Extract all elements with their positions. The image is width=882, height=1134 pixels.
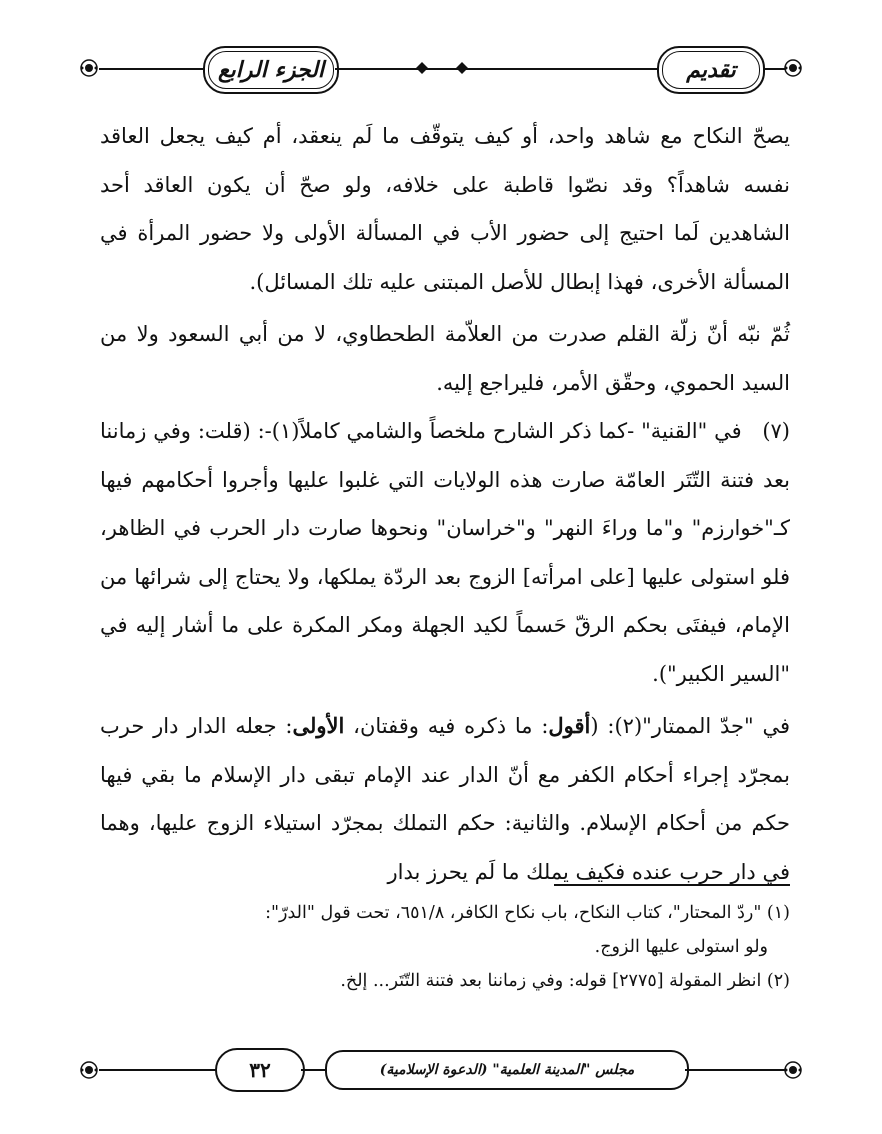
diamond-ornament-icon <box>455 61 469 75</box>
page-number: ٣٢ <box>249 1058 271 1082</box>
paragraph-text: : ما ذكره فيه وقفتان، <box>344 714 549 738</box>
paragraph-text: في "جدّ الممتار"(٢): ( <box>590 714 790 738</box>
item-number: (٧) <box>762 419 790 443</box>
footnote: (١) "ردّ المحتار"، كتاب النكاح، باب نكاح الكافر، ٦٥١/٨، تحت قول "الدرّ": <box>265 903 790 923</box>
footer-rule <box>685 1069 785 1071</box>
bold-term: الأولى <box>292 713 345 738</box>
header-rule <box>335 68 657 70</box>
header-rule <box>99 68 207 70</box>
diamond-ornament-icon <box>415 61 429 75</box>
volume-title: الجزء الرابع <box>217 57 325 83</box>
paragraph-text: في "القنية" -كما ذكر الشارح ملخصاً والشامي كاملاً(١)-: (قلت: وفي زماننا بعد فتنة التّتَر العامّة صارت هذه الولايات التي غلبوا عليها وأجروا أحكامهم فيها كـ"خوارزم" و"ما وراءَ النهر" و"خراسان" ونحوها صارت دار الحرب في الظاهر، فلو استولى عليها [على امرأته] الزوج بعد الردّة يملكها، ولا يحتاج إلى شرائها من الإمام، فيفتَى بحكم الرقّ حَسماً لكيد الجهلة ومكر المكرة على ما أشار إليه في "السير الكبير"). <box>100 419 790 686</box>
footnote-separator <box>554 884 790 886</box>
paragraph: ثُمّ نبّه أنّ زلّة القلم صدرت من العلاّمة الطحطاوي، لا من أبي السعود ولا من السيد الحموي، وحقّق الأمر، فليراجع إليه. <box>100 322 790 395</box>
paragraph-text: : جعله الدار دار حرب بمجرّد إجراء أحكام الكفر مع أنّ الدار عند الإمام تبقى دار الإسلام ما بقي فيها حكم من أحكام الإسلام. والثانية: حكم التملك بمجرّد استيلاء الزوج عليها، وهما في دار حرب عنده فكيف يملك ما لَم يحرز بدار <box>100 714 790 884</box>
footnote-continuation: ولو استولى عليها الزوج. <box>594 937 768 957</box>
section-title-cartouche <box>657 46 765 94</box>
publisher-name: مجلس "المدينة العلمية" (الدعوة الإسلامية) <box>379 1062 635 1078</box>
paragraph: يصحّ النكاح مع شاهد واحد، أو كيف يتوقّف ما لَم ينعقد، أم كيف يجعل العاقد نفسه شاهداً؟ وقد نصّوا قاطبة على خلافه، ولو صحّ أن يكون العاقد أحد الشاهدين لَما احتيج إلى حضور الأب في المسألة الأولى ولا حضور المرأة في المسألة الأخرى، فهذا إبطال للأصل المبتنى عليه تلك المسائل). <box>100 124 790 294</box>
bold-term: أقول <box>548 713 591 738</box>
flourish-ornament-icon <box>783 1060 803 1080</box>
main-text <box>100 112 790 896</box>
page-footer <box>85 1040 797 1100</box>
page-number-oval <box>215 1048 305 1092</box>
paragraph-numbered <box>100 407 790 698</box>
footer-rule <box>301 1069 327 1071</box>
footer-rule <box>99 1069 217 1071</box>
footnote: (٢) انظر المقولة [٢٧٧٥] قوله: وفي زماننا بعد فتنة التّتَر... إلخ. <box>340 971 790 991</box>
volume-title-cartouche <box>203 46 339 94</box>
paragraph <box>100 702 790 896</box>
page-header <box>85 40 797 100</box>
footnotes <box>100 896 790 998</box>
section-title: تقديم <box>686 57 736 83</box>
flourish-ornament-icon <box>79 58 99 78</box>
publisher-cartouche <box>325 1050 689 1090</box>
flourish-ornament-icon <box>79 1060 99 1080</box>
header-rule <box>763 68 785 70</box>
flourish-ornament-icon <box>783 58 803 78</box>
